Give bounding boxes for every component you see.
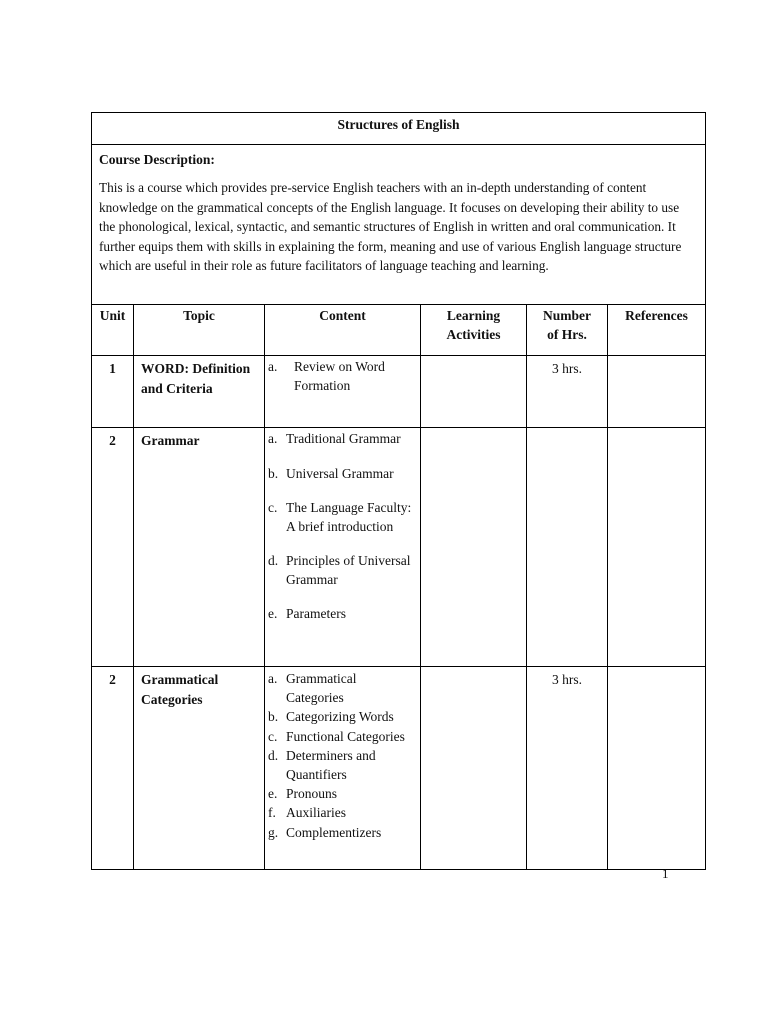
list-marker: a.	[268, 431, 278, 446]
course-table	[91, 112, 706, 870]
table-header-row	[92, 305, 706, 356]
list-item	[268, 358, 416, 395]
list-marker: e.	[268, 606, 278, 621]
hours-cell: 3 hrs.	[527, 356, 608, 428]
learning-activities-cell	[421, 428, 527, 667]
list-marker: c.	[268, 728, 278, 744]
content-list	[265, 667, 420, 842]
list-marker: e.	[268, 786, 278, 802]
column-header-content: Content	[265, 305, 421, 356]
unit-cell: 2	[92, 667, 134, 870]
list-item	[268, 465, 416, 484]
list-marker: a.	[268, 671, 278, 686]
list-item	[268, 727, 416, 746]
column-header-unit: Unit	[92, 305, 134, 356]
content-cell	[265, 356, 421, 428]
references-cell	[608, 356, 706, 428]
list-item	[268, 605, 416, 624]
list-item	[268, 552, 416, 589]
list-item	[268, 499, 416, 536]
column-header-number-of-hrs: Number of Hrs.	[527, 305, 608, 356]
list-item	[268, 746, 416, 784]
course-title: Structures of English	[92, 113, 706, 145]
list-item-text: Determiners and Quantifiers	[286, 747, 376, 783]
list-item	[268, 707, 416, 726]
list-item	[268, 784, 416, 803]
list-marker: a.	[268, 359, 278, 374]
document-page	[91, 112, 705, 870]
list-item-text: Principles of Universal Grammar	[286, 553, 411, 587]
course-description-heading: Course Description:	[99, 152, 215, 167]
list-item	[268, 430, 416, 449]
list-marker: g.	[268, 824, 279, 840]
list-item-text: Parameters	[286, 606, 346, 621]
table-row	[92, 428, 706, 667]
hours-cell	[527, 428, 608, 667]
column-header-topic: Topic	[134, 305, 265, 356]
course-description-text: This is a course which provides pre-service English teachers with an in-depth understanding of content knowledge on the grammatical concepts of the English language. It focuses on developing their ability to use the phonological, lexical, syntactic, and semantic structures of English in written and oral communication. It further equips them with skills in explaining the form, meaning and use of various English language structure which are useful in their role as future facilitators of language teaching and learning.	[99, 180, 682, 273]
content-cell	[265, 428, 421, 667]
learning-activities-cell	[421, 667, 527, 870]
content-list	[265, 356, 420, 395]
column-header-references: References	[608, 305, 706, 356]
list-item-text: The Language Faculty: A brief introduction	[286, 500, 412, 534]
list-marker: b.	[268, 465, 279, 481]
list-marker: f.	[268, 805, 276, 821]
list-item-text: Grammatical Categories	[286, 671, 357, 706]
list-item	[268, 803, 416, 822]
list-item-text: Complementizers	[286, 824, 382, 840]
topic-cell: Grammatical Categories	[134, 667, 265, 870]
list-item-text: Auxiliaries	[286, 805, 346, 821]
column-header-learning-activities: Learning Activities	[421, 305, 527, 356]
content-list	[265, 428, 420, 624]
page-number: 1	[662, 866, 669, 881]
unit-cell: 1	[92, 356, 134, 428]
unit-cell: 2	[92, 428, 134, 667]
list-marker: c.	[268, 500, 278, 515]
learning-activities-cell	[421, 356, 527, 428]
hours-cell: 3 hrs.	[527, 667, 608, 870]
content-cell	[265, 667, 421, 870]
list-marker: d.	[268, 747, 279, 763]
list-item-text: Pronouns	[286, 786, 338, 802]
topic-cell: WORD: Definition and Criteria	[134, 356, 265, 428]
list-item-text: Categorizing Words	[286, 709, 394, 725]
course-description-cell	[92, 145, 706, 305]
list-item-text: Functional Categories	[286, 728, 405, 744]
list-marker: d.	[268, 553, 279, 568]
list-item-text: Review on Word Formation	[294, 359, 385, 393]
list-item-text: Universal Grammar	[286, 465, 394, 481]
table-row	[92, 667, 706, 870]
table-row	[92, 356, 706, 428]
references-cell	[608, 428, 706, 667]
list-item	[268, 669, 416, 707]
list-item-text: Traditional Grammar	[286, 431, 401, 446]
list-marker: b.	[268, 709, 279, 725]
list-item	[268, 823, 416, 842]
topic-cell: Grammar	[134, 428, 265, 667]
references-cell	[608, 667, 706, 870]
